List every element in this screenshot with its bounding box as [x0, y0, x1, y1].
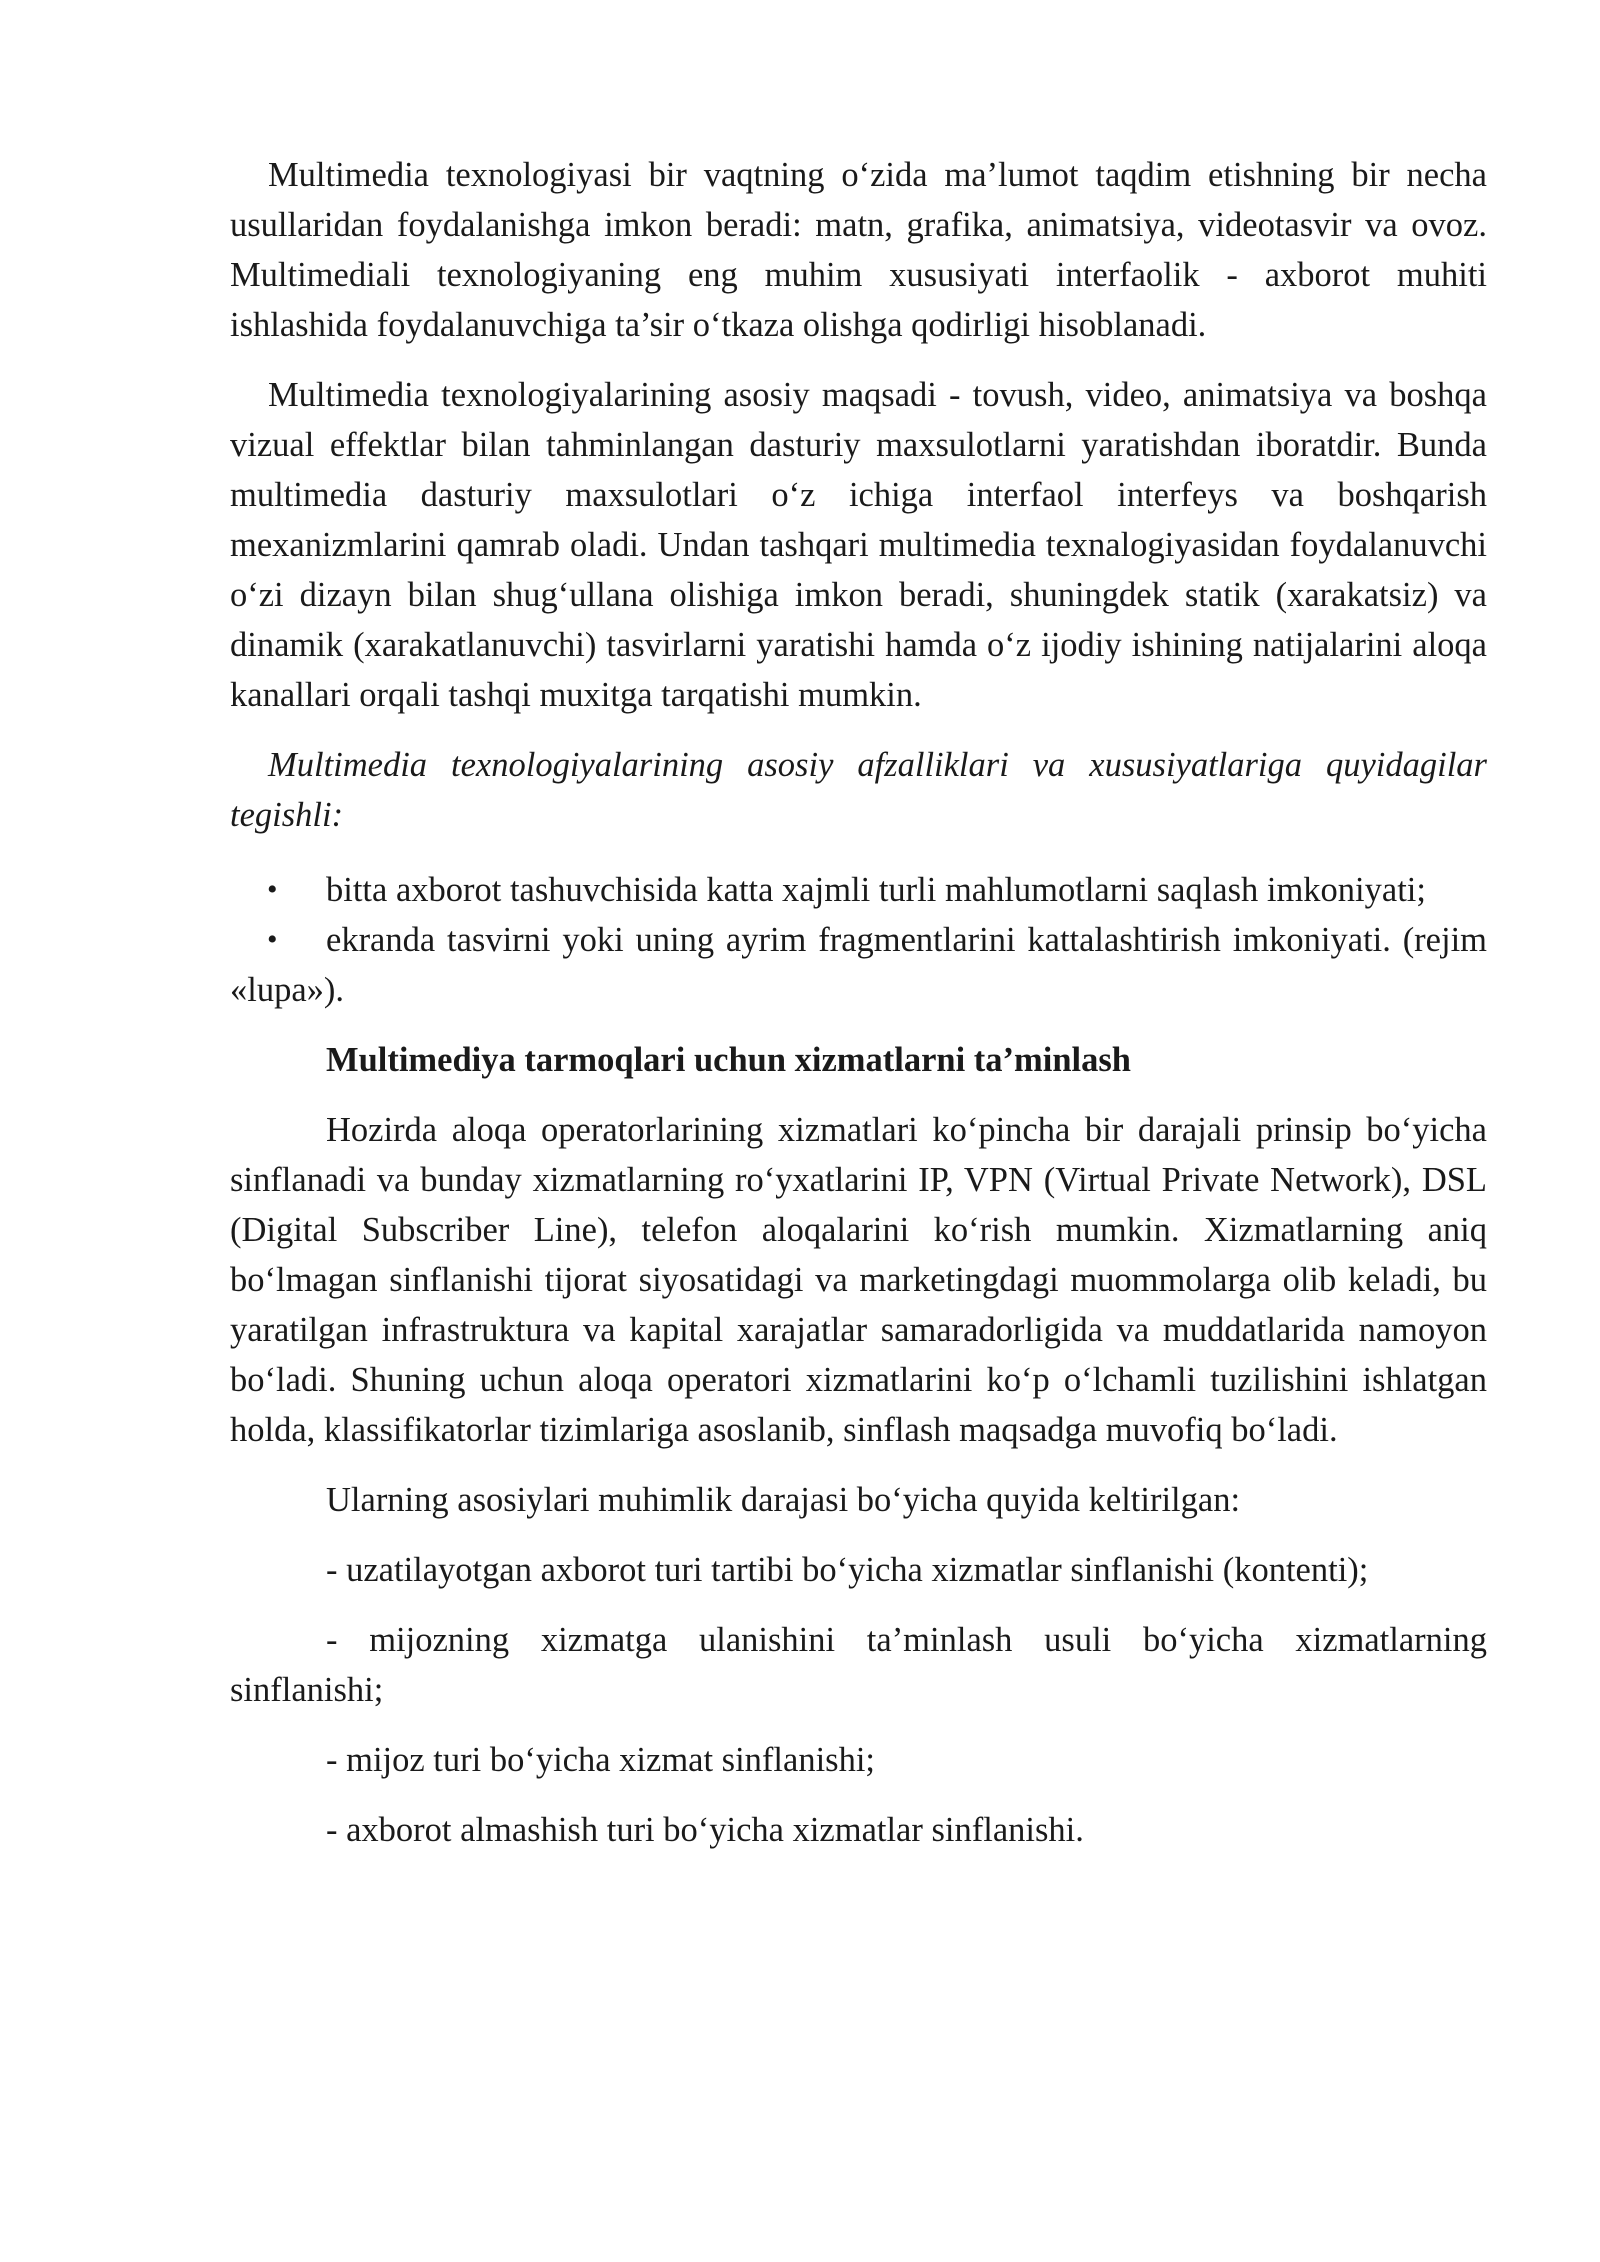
paragraph-main-types-intro: Ularning asosiylari muhimlik darajasi bo‘yicha quyida keltirilgan:	[326, 1481, 1241, 1519]
list-item: - mijoz turi bo‘yicha xizmat sinflanishi;	[326, 1741, 876, 1779]
bullet-icon: •	[267, 873, 278, 906]
list-item: - mijozning xizmatga ulanishini ta’minlash usuli bo‘yicha xizmatlarning sinflanishi;	[230, 1621, 1487, 1709]
list-item	[230, 865, 1487, 915]
list-item	[230, 915, 1487, 1015]
list-item: - axborot almashish turi bo‘yicha xizmatlar sinflanishi.	[326, 1811, 1084, 1849]
section-heading: Multimediya tarmoqlari uchun xizmatlarni ta’minlash	[326, 1041, 1131, 1079]
list-item: - uzatilayotgan axborot turi tartibi bo‘yicha xizmatlar sinflanishi (kontenti);	[326, 1551, 1369, 1589]
document-page	[230, 150, 1487, 1875]
list-item-text: bitta axborot tashuvchisida katta xajmli turli mahlumotlarni saqlash imkoniyati;	[326, 871, 1426, 909]
bullet-icon: •	[267, 923, 278, 956]
paragraph-services-classification: Hozirda aloqa operatorlarining xizmatlari ko‘pincha bir darajali prinsip bo‘yicha sinflanadi va bunday xizmatlarning ro‘yxatlarini IP, VPN (Virtual Private Network), DSL (Digital Subscriber Line), telefon aloqalarini ko‘rish mumkin. Xizmatlarning aniq bo‘lmagan sinflanishi tijorat siyosatidagi va marketingdagi muommolarga olib keladi, bu yaratilgan infrastruktura va kapital xarajatlar samaradorligida va muddatlarida namoyon bo‘ladi. Shuning uchun aloqa operatori xizmatlarini ko‘p o‘lchamli tuzilishini ishlatgan holda, klassifikatorlar tizimlariga asoslanib, sinflash maqsadga muvofiq bo‘ladi.	[230, 1111, 1487, 1449]
paragraph-multimedia-purpose: Multimedia texnologiyalarining asosiy maqsadi - tovush, video, animatsiya va boshqa vizual effektlar bilan tahminlangan dasturiy maxsulotlarni yaratishdan iboratdir. Bunda multimedia dasturiy maxsulotlari o‘z ichiga interfaol interfeys va boshqarish mexanizmlarini qamrab oladi. Undan tashqari multimedia texnalogiyasidan foydalanuvchi o‘zi dizayn bilan shug‘ullana olishiga imkon beradi, shuningdek statik (xarakatsiz) va dinamik (xarakatlanuvchi) tasvirlarni yaratishi hamda o‘z ijodiy ishining natijalarini aloqa kanallari orqali tashqi muxitga tarqatishi mumkin.	[230, 376, 1487, 714]
advantages-list	[230, 865, 1487, 1015]
paragraph-advantages-intro: Multimedia texnologiyalarining asosiy afzalliklari va xususiyatlariga quyidagilar tegishli:	[230, 746, 1487, 834]
list-item-text: ekranda tasvirni yoki uning ayrim fragmentlarini kattalashtirish imkoniyati. (rejim «lupa»).	[230, 921, 1487, 1009]
paragraph-multimedia-intro: Multimedia texnologiyasi bir vaqtning o‘zida ma’lumot taqdim etishning bir necha usullaridan foydalanishga imkon beradi: matn, grafika, animatsiya, videotasvir va ovoz. Multimediali texnologiyaning eng muhim xususiyati interfaolik - axborot muhiti ishlashida foydalanuvchiga ta’sir o‘tkaza olishga qodirligi hisoblanadi.	[230, 156, 1487, 344]
